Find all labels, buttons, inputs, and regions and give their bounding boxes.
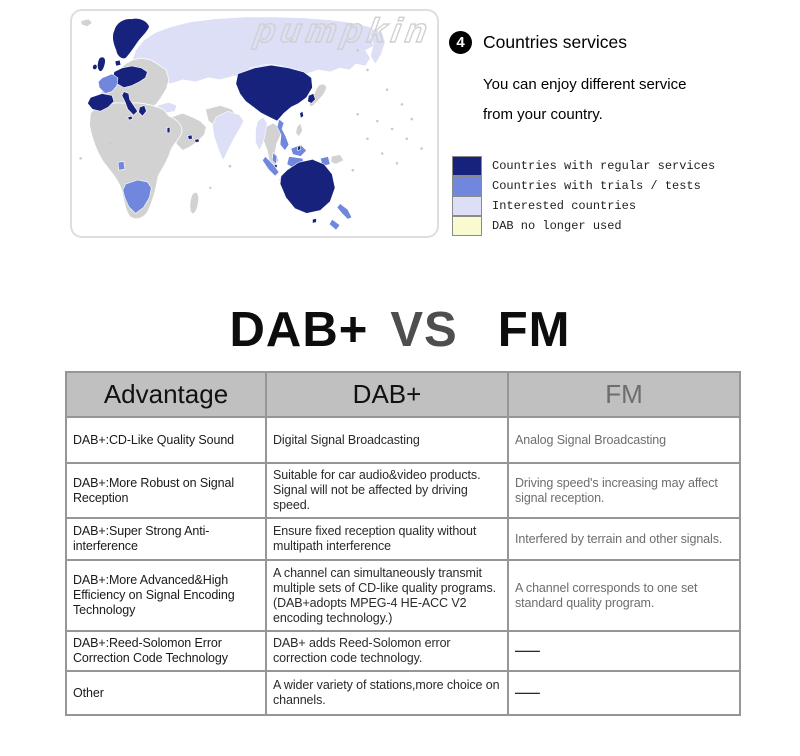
legend-item-trials [452,176,779,196]
cell-advantage: DAB+:More Advanced&High Efficiency on Signal Encoding Technology [66,560,266,631]
legend-swatch-regular [452,156,482,176]
cell-fm: A channel corresponds to one set standard quality program. [508,560,740,631]
description-line-2: from your country. [483,106,603,123]
table-header-row [66,372,740,417]
legend-swatch-trials [452,176,482,196]
legend-item-no-longer-used [452,216,779,236]
cell-dab: A wider variety of stations,more choice on channels. [266,671,508,715]
legend-label: Countries with regular services [492,159,716,173]
cell-advantage: Other [66,671,266,715]
cell-advantage: DAB+:Reed-Solomon Error Correction Code Technology [66,631,266,671]
dab-coverage-map [70,9,439,238]
legend-label: Interested countries [492,199,637,213]
map-legend [452,156,779,236]
description-line-1: You can enjoy different service [483,76,687,93]
section-title: Countries services [483,32,627,52]
legend-label: Countries with trials / tests [492,179,701,193]
cell-fm: Driving speed's increasing may affect signal reception. [508,463,740,518]
legend-label: DAB no longer used [492,219,622,233]
cell-fm-dash: —— [508,671,740,715]
legend-swatch-interested [452,196,482,216]
legend-item-regular [452,156,779,176]
table-row [66,631,740,671]
cell-fm: Analog Signal Broadcasting [508,417,740,463]
cell-advantage: DAB+:Super Strong Anti-interference [66,518,266,560]
table-row [66,417,740,463]
section-description [483,70,779,130]
table-row [66,671,740,715]
cell-advantage: DAB+:CD-Like Quality Sound [66,417,266,463]
cell-dab: Suitable for car audio&video products. Signal will not be affected by driving speed. [266,463,508,518]
cell-dab: Ensure fixed reception quality without multipath interference [266,518,508,560]
title-fm: FM [497,303,571,357]
section-header [449,31,779,54]
table-row [66,463,740,518]
cell-dab: A channel can simultaneously transmit multiple sets of CD-like quality programs. (DAB+adopts MPEG-4 HE-ACC V2 encoding technology.) [266,560,508,631]
step-number-badge: 4 [449,31,472,54]
comparison-table [65,371,741,716]
cell-dab: DAB+ adds Reed-Solomon error correction code technology. [266,631,508,671]
header-advantage: Advantage [66,372,266,417]
comparison-title [0,302,800,358]
cell-fm-dash: —— [508,631,740,671]
header-fm: FM [508,372,740,417]
countries-services-section [449,31,779,236]
world-map-svg [72,11,437,236]
cell-dab: Digital Signal Broadcasting [266,417,508,463]
table-row [66,518,740,560]
legend-item-interested [452,196,779,216]
title-vs: VS [390,303,458,357]
header-dab: DAB+ [266,372,508,417]
title-dab: DAB+ [229,303,369,357]
table-row [66,560,740,631]
cell-fm: Interfered by terrain and other signals. [508,518,740,560]
legend-swatch-no-longer-used [452,216,482,236]
cell-advantage: DAB+:More Robust on Signal Reception [66,463,266,518]
